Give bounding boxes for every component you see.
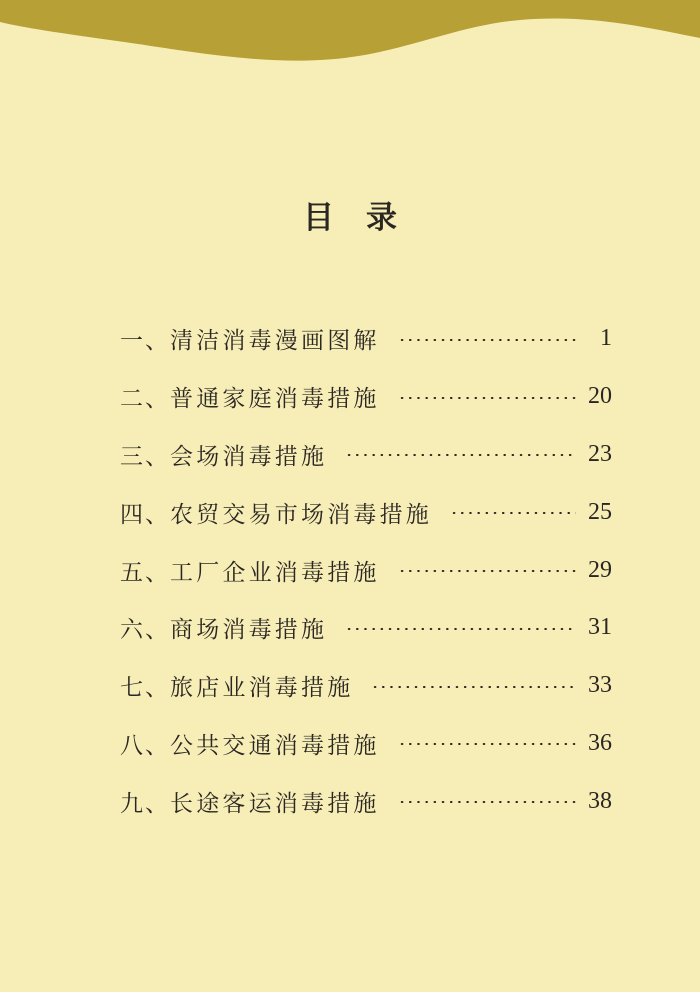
toc-entry[interactable] — [120, 715, 612, 773]
toc-entry-number: 八、 — [120, 732, 170, 759]
toc-entry-page: 31 — [588, 614, 612, 641]
toc-entry-number: 七、 — [120, 675, 170, 702]
toc-entry-label: 工厂企业消毒措施 — [170, 559, 380, 586]
toc-entry-page: 29 — [588, 556, 612, 583]
toc-entry-page: 23 — [588, 440, 612, 467]
toc-entry-label: 旅店业消毒措施 — [170, 675, 354, 702]
toc-leader-dots — [398, 743, 576, 745]
toc-entry-page: 36 — [588, 729, 612, 756]
table-of-contents — [120, 310, 612, 830]
toc-entry-number: 二、 — [120, 386, 170, 413]
toc-entry-number: 三、 — [120, 443, 170, 470]
toc-entry[interactable] — [120, 541, 612, 599]
toc-entry-number: 六、 — [120, 617, 170, 644]
toc-entry[interactable] — [120, 599, 612, 657]
toc-entry-label: 普通家庭消毒措施 — [170, 386, 380, 413]
toc-leader-dots — [398, 570, 576, 572]
header-wave-decoration — [0, 0, 700, 80]
toc-entry-label: 公共交通消毒措施 — [170, 732, 380, 759]
toc-leader-dots — [398, 397, 576, 399]
toc-entry-page: 38 — [588, 787, 612, 814]
toc-entry[interactable] — [120, 426, 612, 484]
toc-entry[interactable] — [120, 368, 612, 426]
toc-entry-label: 清洁消毒漫画图解 — [170, 328, 380, 355]
toc-entry-number: 四、 — [120, 501, 170, 528]
toc-leader-dots — [450, 512, 576, 514]
toc-entry-label: 农贸交易市场消毒措施 — [170, 501, 432, 528]
toc-leader-dots — [398, 801, 576, 803]
toc-entry-label: 长途客运消毒措施 — [170, 790, 380, 817]
toc-leader-dots — [398, 339, 580, 341]
title-char-2: 录 — [366, 200, 397, 236]
toc-leader-dots — [345, 454, 576, 456]
toc-entry-number: 一、 — [120, 328, 170, 355]
page-title — [0, 196, 700, 240]
toc-entry-page: 1 — [600, 325, 612, 352]
toc-entry[interactable] — [120, 657, 612, 715]
toc-leader-dots — [345, 628, 576, 630]
toc-entry-page: 33 — [588, 672, 612, 699]
toc-entry[interactable] — [120, 772, 612, 830]
toc-entry[interactable] — [120, 310, 612, 368]
toc-entry-number: 五、 — [120, 559, 170, 586]
toc-entry-label: 会场消毒措施 — [170, 443, 328, 470]
toc-entry-label: 商场消毒措施 — [170, 617, 328, 644]
title-char-1: 目 — [303, 200, 334, 236]
toc-entry-page: 25 — [588, 498, 612, 525]
toc-leader-dots — [371, 686, 576, 688]
toc-entry[interactable] — [120, 483, 612, 541]
toc-entry-page: 20 — [588, 383, 612, 410]
toc-entry-number: 九、 — [120, 790, 170, 817]
